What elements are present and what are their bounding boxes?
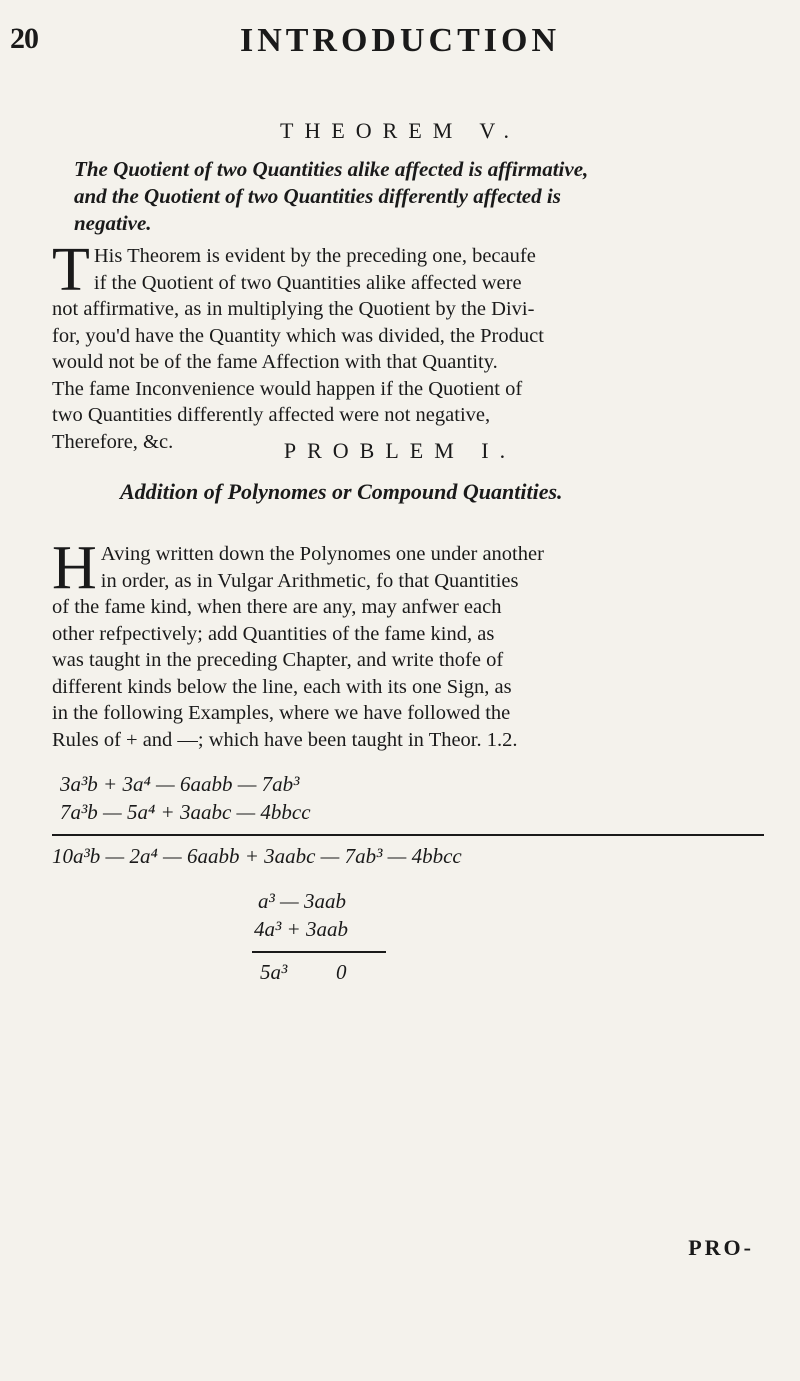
example-2-line-2: 4a³ + 3aab bbox=[254, 917, 348, 941]
problem-body bbox=[52, 534, 764, 753]
body-line: not affirmative, as in multiplying the Quotient by the Divi- bbox=[52, 298, 535, 320]
body-line: Therefore, &c. bbox=[52, 430, 174, 453]
body-line: two Quantities differently affected were not negative, bbox=[52, 404, 491, 426]
body-line: Rules of + and —; which have been taught in Theor. 1.2. bbox=[52, 728, 518, 751]
body-line: of the fame kind, when there are any, may anfwer each bbox=[52, 596, 502, 618]
theorem-statement-line: The Quotient of two Quantities alike affected is affirmative, bbox=[74, 157, 589, 181]
theorem-statement-line: and the Quotient of two Quantities differently affected is bbox=[74, 184, 561, 208]
page-number: 20 bbox=[10, 22, 38, 55]
body-line: for, you'd have the Quantity which was divided, the Product bbox=[52, 324, 544, 347]
sum-rule bbox=[52, 834, 764, 836]
theorem-statement bbox=[74, 156, 774, 237]
body-line: different kinds below the line, each with its one Sign, as bbox=[52, 675, 512, 698]
theorem-heading: THEOREM V. bbox=[280, 118, 520, 143]
body-line: other refpectively; add Quantities of the fame kind, as bbox=[52, 622, 495, 645]
example-1-sum: 10a³b — 2a⁴ — 6aabb + 3aabc — 7ab³ — 4bbcc bbox=[52, 844, 462, 868]
example-1-line-2: 7a³b — 5a⁴ + 3aabc — 4bbcc bbox=[60, 800, 311, 824]
theorem-statement-line: negative. bbox=[74, 211, 152, 235]
sum-rule bbox=[252, 951, 386, 953]
body-line: Aving written down the Polynomes one under another bbox=[100, 543, 544, 565]
example-1-line-1: 3a³b + 3a⁴ — 6aabb — 7ab³ bbox=[60, 772, 300, 796]
problem-heading: PROBLEM I. bbox=[283, 438, 517, 463]
body-line: His Theorem is evident by the preceding one, becaufe bbox=[93, 245, 536, 267]
example-2-sum-a: 5a³ bbox=[260, 960, 288, 984]
dropcap: T bbox=[52, 236, 90, 304]
body-line: if the Quotient of two Quantities alike affected were bbox=[93, 271, 522, 294]
body-line: was taught in the preceding Chapter, and write thofe of bbox=[52, 649, 504, 671]
body-line: would not be of the fame Affection with that Quantity. bbox=[52, 351, 498, 373]
body-line: in the following Examples, where we have followed the bbox=[52, 702, 511, 724]
running-title: INTRODUCTION bbox=[239, 22, 561, 59]
theorem-body bbox=[52, 236, 764, 455]
body-line: in order, as in Vulgar Arithmetic, fo that Quantities bbox=[100, 569, 519, 592]
catchword: PRO- bbox=[688, 1235, 754, 1260]
example-2-sum-b: 0 bbox=[336, 960, 347, 984]
dropcap: H bbox=[52, 534, 97, 602]
body-line: The fame Inconvenience would happen if the Quotient of bbox=[52, 377, 523, 400]
example-2-line-1: a³ — 3aab bbox=[258, 889, 346, 913]
problem-title: Addition of Polynomes or Compound Quantities. bbox=[120, 479, 563, 504]
